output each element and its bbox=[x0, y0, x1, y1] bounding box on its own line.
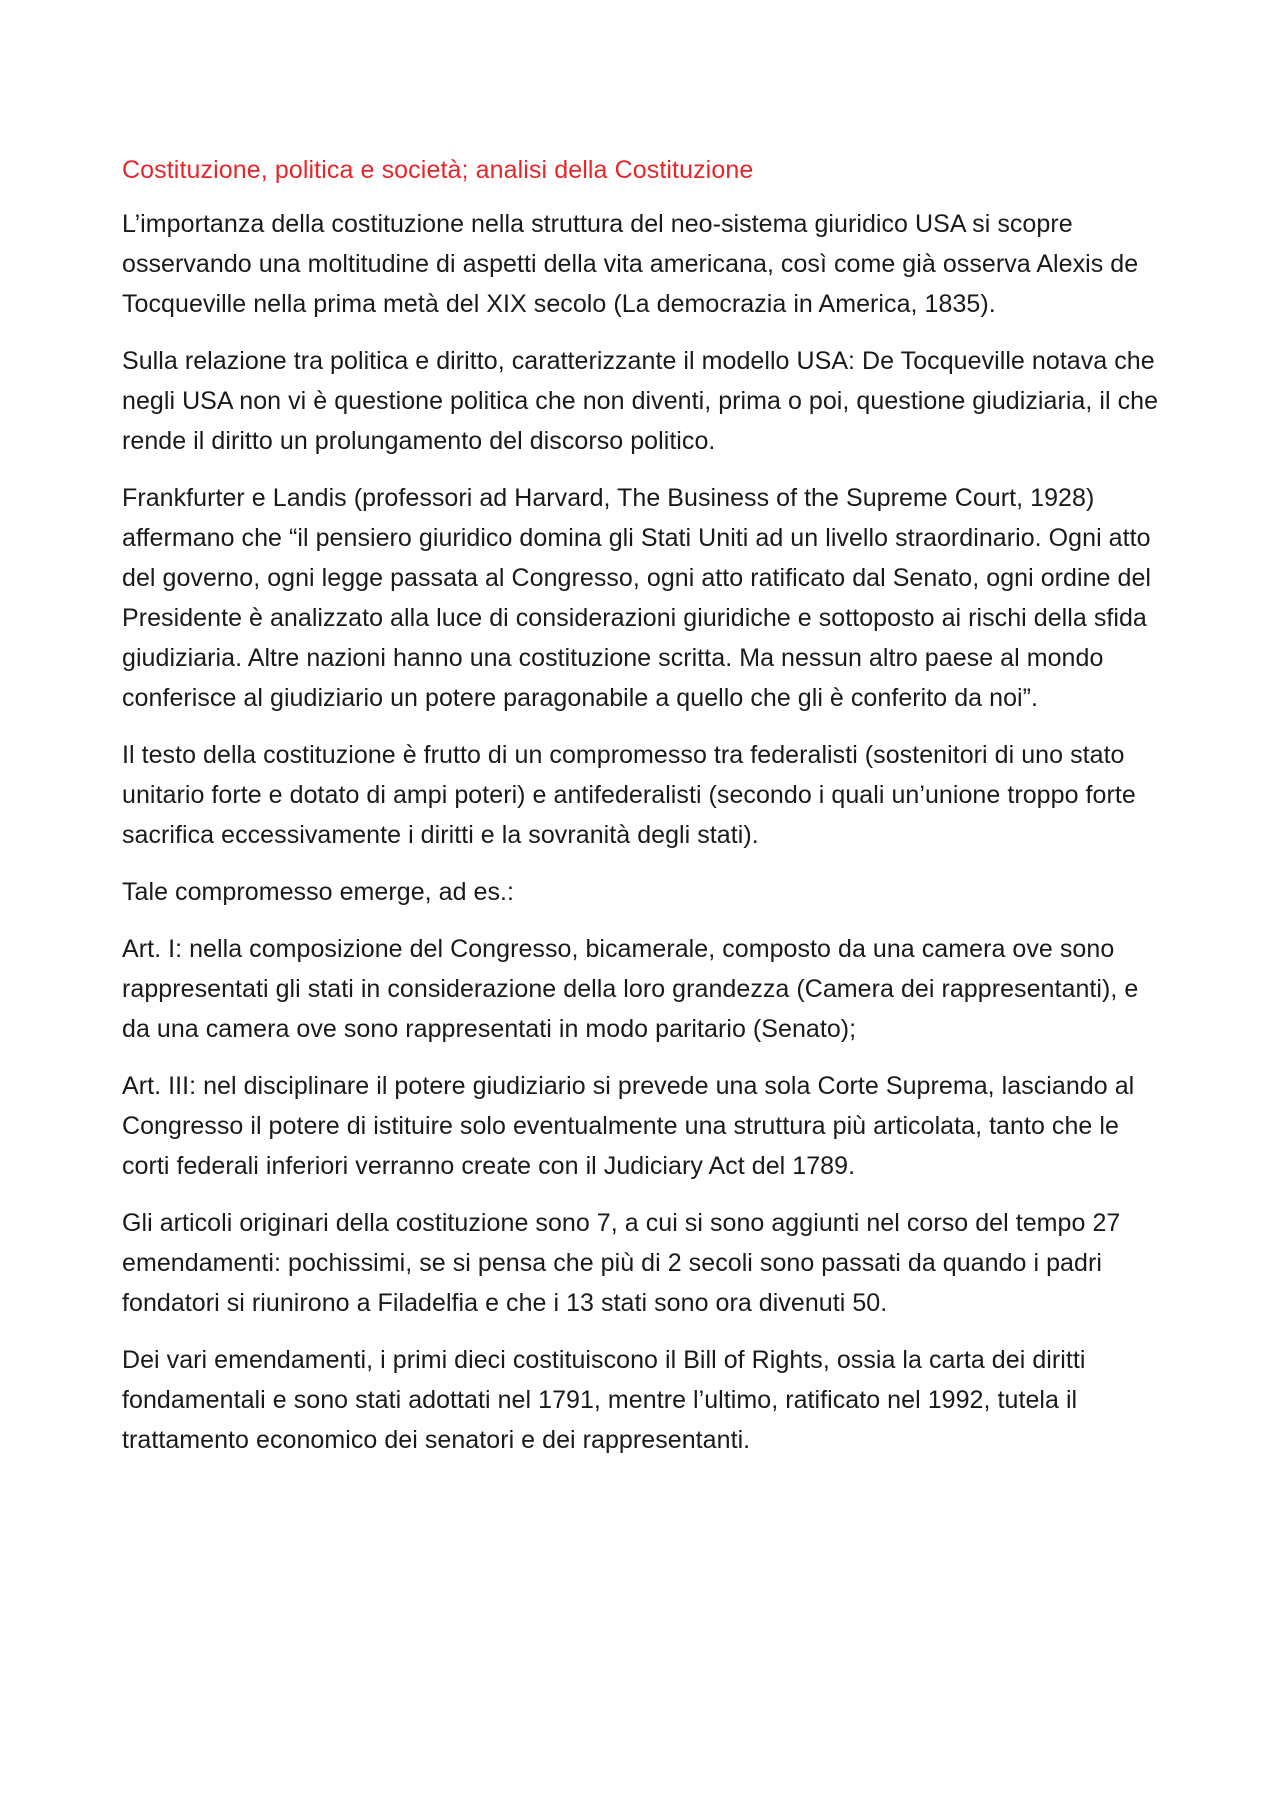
paragraph-amendments-count: Gli articoli originari della costituzione sono 7, a cui si sono aggiunti nel corso del tempo 27 emendamenti: pochissimi, se si pensa che più di 2 secoli sono passati da quando i padri fondatori si riunirono a Filadelfia e che i 13 stati sono ora divenuti 50. bbox=[122, 1209, 1121, 1317]
paragraph-article-three: Art. III: nel disciplinare il potere giudiziario si prevede una sola Corte Suprema, lasciando al Congresso il potere di istituire solo eventualmente una struttura più articolata, tanto che le corti federali inferiori verranno create con il Judiciary Act del 1789. bbox=[122, 1072, 1135, 1180]
paragraph-politics-law: Sulla relazione tra politica e diritto, caratterizzante il modello USA: De Tocqueville notava che negli USA non vi è questione politica che non diventi, prima o poi, questione giudiziaria, il che rende il diritto un prolungamento del discorso politico. bbox=[122, 347, 1159, 455]
paragraph-article-one: Art. I: nella composizione del Congresso, bicamerale, composto da una camera ove sono rappresentati gli stati in considerazione della loro grandezza (Camera dei rappresentanti), e da una camera ove sono rappresentati in modo paritario (Senato); bbox=[122, 935, 1139, 1043]
paragraph-compromise: Il testo della costituzione è frutto di un compromesso tra federalisti (sostenitori di uno stato unitario forte e dotato di ampi poteri) e antifederalisti (secondo i quali un’unione troppo forte sacrifica eccessivamente i diritti e la sovranità degli stati). bbox=[122, 741, 1136, 849]
paragraph-compromise-examples: Tale compromesso emerge, ad es.: bbox=[122, 878, 515, 906]
paragraph-frankfurter-landis: Frankfurter e Landis (professori ad Harvard, The Business of the Supreme Court, 1928) affermano che “il pensiero giuridico domina gli Stati Uniti ad un livello straordinario. Ogni atto del governo, ogni legge passata al Congresso, ogni atto ratificato dal Senato, ogni ordine del Presidente è analizzato alla luce di considerazioni giuridiche e sottoposto ai rischi della sfida giudiziaria. Altre nazioni hanno una costituzione scritta. Ma nessun altro paese al mondo conferisce al giudiziario un potere paragonabile a quello che gli è conferito da noi”. bbox=[122, 484, 1152, 712]
paragraph-bill-of-rights: Dei vari emendamenti, i primi dieci costituiscono il Bill of Rights, ossia la carta dei diritti fondamentali e sono stati adottati nel 1791, mentre l’ultimo, ratificato nel 1992, tutela il trattamento economico dei senatori e dei rappresentanti. bbox=[122, 1346, 1086, 1454]
document-title: Costituzione, politica e società; analisi della Costituzione bbox=[122, 156, 754, 184]
paragraph-tocqueville-intro: L’importanza della costituzione nella struttura del neo-sistema giuridico USA si scopre osservando una moltitudine di aspetti della vita americana, così come già osserva Alexis de Tocqueville nella prima metà del XIX secolo (La democrazia in America, 1835). bbox=[122, 210, 1139, 318]
document-body bbox=[122, 150, 1172, 1477]
